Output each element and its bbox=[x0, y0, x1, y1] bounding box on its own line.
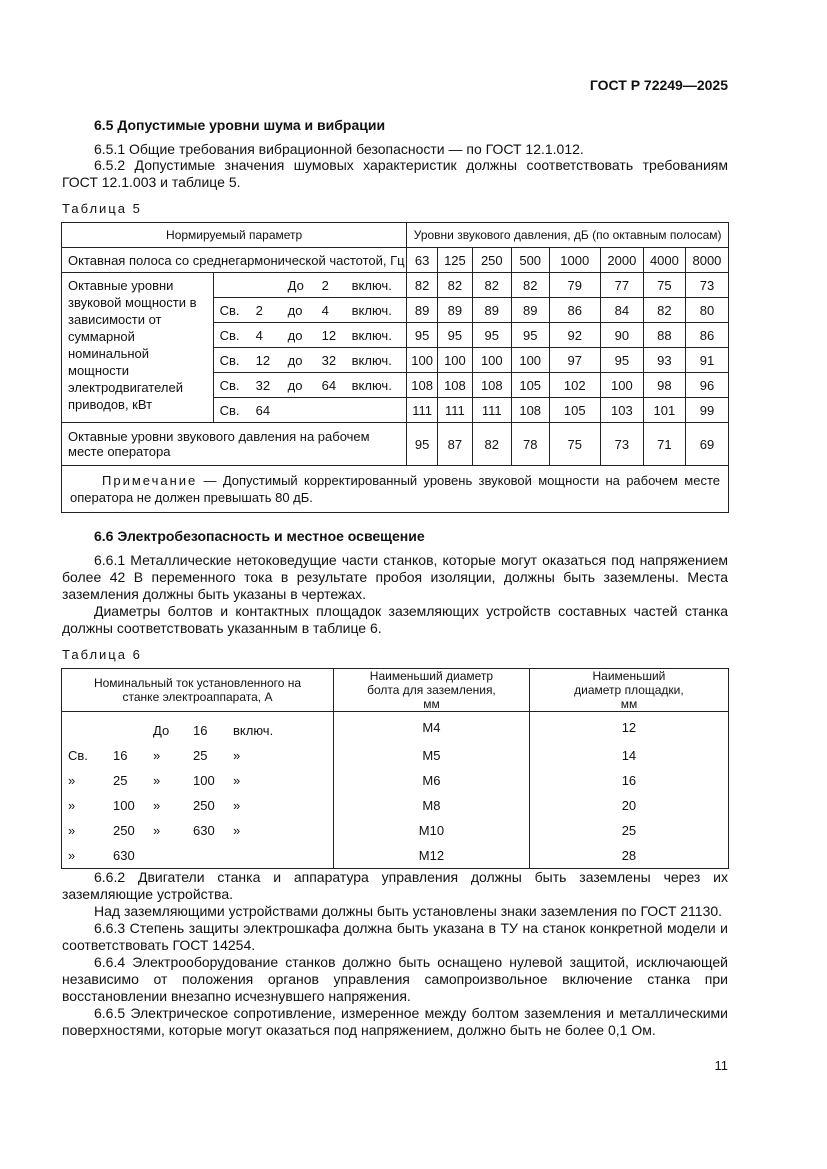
para-6-5-2: 6.5.2 Допустимые значения шумовых характеристик должны соответствовать требованиям ГОСТ 12.1.003 и таблице 5. bbox=[62, 157, 728, 190]
range-part bbox=[256, 278, 288, 293]
table-row bbox=[62, 843, 729, 869]
range-part: 250 bbox=[113, 823, 135, 838]
power-value-cell: 90 bbox=[600, 323, 643, 348]
range-part: » bbox=[68, 773, 76, 788]
freq-cell: 250 bbox=[472, 248, 511, 273]
range-part: включ. bbox=[233, 723, 274, 738]
power-value-cell: 82 bbox=[438, 273, 473, 298]
range-part: » bbox=[233, 823, 241, 838]
power-value-cell: 100 bbox=[511, 348, 549, 373]
power-value-cell: 105 bbox=[549, 398, 600, 423]
table-6-head-current: Номинальный ток установленного на станке электроаппарата, А bbox=[62, 669, 334, 712]
power-range-cell bbox=[213, 273, 407, 298]
range-part: включ. bbox=[351, 327, 392, 343]
power-value-cell: 95 bbox=[407, 323, 438, 348]
current-range-cell bbox=[62, 818, 334, 843]
power-value-cell: 89 bbox=[472, 298, 511, 323]
para-6-6-3: 6.6.3 Степень защиты электрошкафа должна быть указана в ТУ на станок конкретной модели и соответствовать ГОСТ 14254. bbox=[62, 920, 728, 953]
range-part: 32 bbox=[255, 377, 271, 393]
power-value-cell: 86 bbox=[549, 298, 600, 323]
power-value-cell: 97 bbox=[549, 348, 600, 373]
power-value-cell: 88 bbox=[643, 323, 685, 348]
current-range-cell bbox=[62, 712, 334, 744]
range-part: 12 bbox=[321, 327, 337, 343]
pad-diameter-cell: 12 bbox=[529, 712, 728, 744]
range-part: 100 bbox=[193, 773, 215, 788]
range-part: » bbox=[68, 798, 76, 813]
pressure-value-cell: 87 bbox=[438, 423, 473, 466]
power-value-cell: 89 bbox=[511, 298, 549, 323]
bolt-diameter-cell: М6 bbox=[334, 768, 530, 793]
table-5-caption: Таблица 5 bbox=[62, 201, 142, 216]
table-row bbox=[62, 712, 729, 744]
current-range-cell bbox=[62, 743, 334, 768]
current-range-cell bbox=[62, 768, 334, 793]
power-value-cell: 111 bbox=[407, 398, 438, 423]
range-part: включ. bbox=[351, 352, 392, 368]
pressure-value-cell: 73 bbox=[600, 423, 643, 466]
bolt-diameter-cell: М4 bbox=[334, 712, 530, 744]
range-part: » bbox=[153, 823, 161, 838]
power-value-cell: 82 bbox=[643, 298, 685, 323]
para-6-6-5: 6.6.5 Электрическое сопротивление, измеренное между болтом заземления и металлическими поверхностями, которые могут оказаться под напряжением, должно быть не более 0,1 Ом. bbox=[62, 1005, 728, 1038]
freq-cell: 2000 bbox=[600, 248, 643, 273]
range-part: 630 bbox=[113, 848, 135, 863]
pressure-value-cell: 71 bbox=[643, 423, 685, 466]
range-part: 12 bbox=[255, 352, 271, 368]
power-value-cell: 95 bbox=[511, 323, 549, 348]
range-part: 250 bbox=[193, 798, 215, 813]
range-part: 4 bbox=[321, 302, 329, 318]
range-part: 64 bbox=[321, 377, 337, 393]
range-part: До bbox=[153, 723, 170, 738]
range-part: Св. bbox=[219, 402, 240, 418]
power-value-cell: 100 bbox=[407, 348, 438, 373]
freq-cell: 125 bbox=[438, 248, 473, 273]
range-part: » bbox=[153, 773, 161, 788]
table-5-freq-label: Октавная полоса со среднегармонической частотой, Гц bbox=[62, 248, 407, 273]
range-part: Св. bbox=[219, 377, 240, 393]
range-part bbox=[288, 403, 322, 418]
power-value-cell: 86 bbox=[685, 323, 728, 348]
power-value-cell: 95 bbox=[438, 323, 473, 348]
pad-diameter-cell: 16 bbox=[529, 768, 728, 793]
range-part: » bbox=[68, 823, 76, 838]
power-value-cell: 89 bbox=[438, 298, 473, 323]
power-value-cell: 103 bbox=[600, 398, 643, 423]
range-part: » bbox=[153, 798, 161, 813]
para-6-6-1-b: Диаметры болтов и контактных площадок заземляющих устройств составных частей станка должны соответствовать указанным в таблице 6. bbox=[62, 603, 728, 636]
pad-diameter-cell: 20 bbox=[529, 793, 728, 818]
power-range-cell bbox=[213, 398, 407, 423]
pressure-value-cell: 75 bbox=[549, 423, 600, 466]
range-part: » bbox=[153, 748, 161, 763]
range-part: Св. bbox=[68, 748, 88, 763]
range-part bbox=[68, 723, 113, 738]
power-value-cell: 93 bbox=[643, 348, 685, 373]
power-value-cell: 99 bbox=[685, 398, 728, 423]
table-row bbox=[62, 743, 729, 768]
range-part: до bbox=[287, 327, 303, 343]
pad-diameter-cell: 28 bbox=[529, 843, 728, 869]
table-6-head-pad: Наименьший диаметр площадки, мм bbox=[529, 669, 728, 712]
range-part: » bbox=[233, 748, 241, 763]
power-value-cell: 98 bbox=[643, 373, 685, 398]
table-5-note bbox=[62, 466, 729, 513]
power-value-cell: 108 bbox=[438, 373, 473, 398]
range-part: 32 bbox=[321, 352, 337, 368]
bolt-diameter-cell: М10 bbox=[334, 818, 530, 843]
para-signs: Над заземляющими устройствами должны быть установлены знаки заземления по ГОСТ 21130. bbox=[94, 903, 723, 919]
table-row bbox=[62, 818, 729, 843]
table-5 bbox=[61, 222, 729, 513]
range-part bbox=[233, 848, 333, 863]
range-part bbox=[322, 403, 352, 418]
power-value-cell: 108 bbox=[472, 373, 511, 398]
range-part: » bbox=[68, 848, 76, 863]
table-5-power-label: Октавные уровни звуковой мощности в зависимости от суммарной номинальной мощности электродвигателей приводов, кВт bbox=[62, 273, 214, 423]
note-word: Примечание bbox=[102, 473, 198, 488]
para-6-6-1: 6.6.1 Металлические нетоковедущие части станков, которые могут оказаться под напряжением более 42 В переменного тока в результате пробоя изоляции, должны быть заземлены. Места заземления должны быть указаны в чертежах. bbox=[62, 552, 728, 602]
power-range-cell bbox=[213, 323, 407, 348]
power-value-cell: 91 bbox=[685, 348, 728, 373]
range-part: включ. bbox=[351, 302, 392, 318]
power-value-cell: 100 bbox=[600, 373, 643, 398]
power-value-cell: 75 bbox=[643, 273, 685, 298]
page-number: 11 bbox=[714, 1058, 728, 1073]
table-row bbox=[62, 273, 729, 298]
range-part: до bbox=[287, 352, 303, 368]
range-part: 2 bbox=[321, 277, 329, 293]
power-value-cell: 77 bbox=[600, 273, 643, 298]
pressure-value-cell: 95 bbox=[407, 423, 438, 466]
power-value-cell: 73 bbox=[685, 273, 728, 298]
range-part: до bbox=[287, 377, 303, 393]
power-value-cell: 95 bbox=[600, 348, 643, 373]
para-6-5-1: 6.5.1 Общие требования вибрационной безопасности — по ГОСТ 12.1.012. bbox=[94, 141, 584, 157]
range-part: 16 bbox=[193, 723, 208, 738]
range-part bbox=[220, 278, 256, 293]
freq-cell: 500 bbox=[511, 248, 549, 273]
range-part bbox=[193, 848, 233, 863]
range-part: включ. bbox=[351, 377, 392, 393]
power-value-cell: 100 bbox=[438, 348, 473, 373]
power-value-cell: 105 bbox=[511, 373, 549, 398]
table-6-head-bolt: Наименьший диаметр болта для заземления, мм bbox=[334, 669, 530, 712]
range-part bbox=[113, 723, 153, 738]
range-part: 4 bbox=[255, 327, 263, 343]
range-part: Св. bbox=[219, 352, 240, 368]
power-range-cell bbox=[213, 348, 407, 373]
range-part: » bbox=[233, 798, 241, 813]
power-value-cell: 79 bbox=[549, 273, 600, 298]
range-part: включ. bbox=[351, 277, 392, 293]
table-6 bbox=[61, 668, 729, 869]
range-part: Св. bbox=[219, 302, 240, 318]
range-part: 100 bbox=[113, 798, 135, 813]
range-part: 64 bbox=[255, 402, 271, 418]
power-value-cell: 95 bbox=[472, 323, 511, 348]
power-value-cell: 80 bbox=[685, 298, 728, 323]
range-part: 25 bbox=[113, 773, 128, 788]
document-id: ГОСТ Р 72249—2025 bbox=[589, 77, 728, 93]
note-text: — Допустимый корректированный уровень звуковой мощности на рабочем месте оператора не должен превышать 80 дБ. bbox=[70, 473, 720, 505]
bolt-diameter-cell: М12 bbox=[334, 843, 530, 869]
para-6-6-4: 6.6.4 Электрооборудование станков должно быть оснащено нулевой защитой, исключающей независимо от положения органов управления самопроизвольное включение станка при восстановлении внезапно исчезнувшего напряжения. bbox=[62, 954, 728, 1004]
range-part: до bbox=[287, 302, 303, 318]
range-part: 2 bbox=[255, 302, 263, 318]
range-part bbox=[153, 848, 193, 863]
range-part: До bbox=[287, 277, 304, 293]
range-part: Св. bbox=[219, 327, 240, 343]
range-part: 25 bbox=[193, 748, 208, 763]
table-6-caption: Таблица 6 bbox=[62, 647, 142, 662]
power-value-cell: 82 bbox=[472, 273, 511, 298]
power-value-cell: 84 bbox=[600, 298, 643, 323]
power-value-cell: 111 bbox=[438, 398, 473, 423]
table-row bbox=[62, 793, 729, 818]
power-value-cell: 82 bbox=[407, 273, 438, 298]
para-6-6-2: 6.6.2 Двигатели станка и аппаратура управления должны быть заземлены через их заземляющие устройства. bbox=[62, 869, 728, 902]
freq-cell: 63 bbox=[407, 248, 438, 273]
range-part: 16 bbox=[113, 748, 128, 763]
power-value-cell: 82 bbox=[511, 273, 549, 298]
table-row bbox=[62, 768, 729, 793]
freq-cell: 4000 bbox=[643, 248, 685, 273]
power-value-cell: 100 bbox=[472, 348, 511, 373]
bolt-diameter-cell: М5 bbox=[334, 743, 530, 768]
bolt-diameter-cell: М8 bbox=[334, 793, 530, 818]
power-value-cell: 108 bbox=[511, 398, 549, 423]
power-value-cell: 96 bbox=[685, 373, 728, 398]
range-part bbox=[352, 403, 402, 418]
freq-cell: 1000 bbox=[549, 248, 600, 273]
power-range-cell bbox=[213, 373, 407, 398]
section-6-6-title: 6.6 Электробезопасность и местное освещение bbox=[94, 528, 425, 544]
pressure-value-cell: 69 bbox=[685, 423, 728, 466]
freq-cell: 8000 bbox=[685, 248, 728, 273]
power-value-cell: 101 bbox=[643, 398, 685, 423]
power-value-cell: 102 bbox=[549, 373, 600, 398]
pressure-value-cell: 78 bbox=[511, 423, 549, 466]
table-5-pressure-label: Октавные уровни звукового давления на рабочем месте оператора bbox=[62, 423, 407, 466]
table-5-head-param: Нормируемый параметр bbox=[62, 223, 407, 248]
table-5-head-levels: Уровни звукового давления, дБ (по октавным полосам) bbox=[407, 223, 729, 248]
power-value-cell: 111 bbox=[472, 398, 511, 423]
pressure-value-cell: 82 bbox=[472, 423, 511, 466]
power-value-cell: 92 bbox=[549, 323, 600, 348]
current-range-cell bbox=[62, 793, 334, 818]
power-range-cell bbox=[213, 298, 407, 323]
pad-diameter-cell: 25 bbox=[529, 818, 728, 843]
power-value-cell: 89 bbox=[407, 298, 438, 323]
range-part: » bbox=[233, 773, 241, 788]
pad-diameter-cell: 14 bbox=[529, 743, 728, 768]
section-6-5-title: 6.5 Допустимые уровни шума и вибрации bbox=[94, 117, 386, 133]
power-value-cell: 108 bbox=[407, 373, 438, 398]
current-range-cell bbox=[62, 843, 334, 869]
range-part: 630 bbox=[193, 823, 215, 838]
